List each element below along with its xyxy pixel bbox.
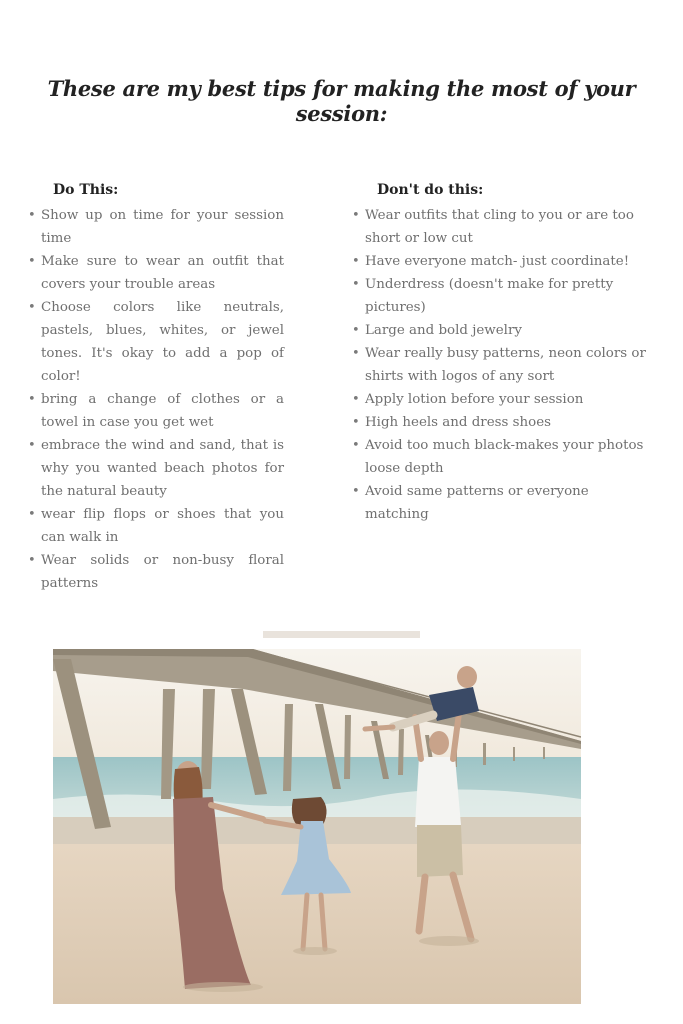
bullet-icon: • [28,553,36,568]
list-item: • Wear really busy patterns, neon colors or shirts with logos of any sort [352,342,652,388]
bullet-icon: • [28,208,36,223]
dont-do-this-title: Don't do this: [377,182,484,198]
list-item: • Avoid too much black-makes your photos loose depth [352,434,652,480]
list-item: • Choose colors like neutrals, pastels, blues, whites, or jewel tones. It's okay to add a pop of color! [28,296,284,388]
bullet-icon: • [28,300,36,315]
divider [263,631,420,638]
bullet-icon: • [352,415,360,430]
bullet-icon: • [28,507,36,522]
list-item: • bring a change of clothes or a towel in case you get wet [28,388,284,434]
list-item: • wear flip flops or shoes that you can walk in [28,503,284,549]
list-item: • embrace the wind and sand, that is why you wanted beach photos for the natural beauty [28,434,284,503]
bullet-icon: • [352,208,360,223]
bullet-icon: • [352,277,360,292]
page-headline: These are my best tips for making the most of your session: [47,76,636,126]
list-item: • Avoid same patterns or everyone matching [352,480,652,526]
list-item: • Make sure to wear an outfit that covers your trouble areas [28,250,284,296]
list-item: • Show up on time for your session time [28,204,284,250]
do-this-list [28,204,284,595]
list-item: • Wear solids or non-busy floral patterns [28,549,284,595]
bullet-icon: • [352,392,360,407]
dont-do-this-list [352,204,652,526]
list-item: • Large and bold jewelry [352,319,652,342]
dont-do-this-section [352,182,652,526]
list-item: • Underdress (doesn't make for pretty pictures) [352,273,652,319]
bullet-icon: • [28,254,36,269]
do-this-title: Do This: [53,182,119,198]
do-this-section [28,182,284,595]
list-item: • Apply lotion before your session [352,388,652,411]
list-item: • Have everyone match- just coordinate! [352,250,652,273]
list-item: • Wear outfits that cling to you or are too short or low cut [352,204,652,250]
bullet-icon: • [352,323,360,338]
bullet-icon: • [352,438,360,453]
bullet-icon: • [28,438,36,453]
list-item: • High heels and dress shoes [352,411,652,434]
bullet-icon: • [352,346,360,361]
bullet-icon: • [28,392,36,407]
bullet-icon: • [352,254,360,269]
bullet-icon: • [352,484,360,499]
beach-family-photo [53,649,581,1004]
